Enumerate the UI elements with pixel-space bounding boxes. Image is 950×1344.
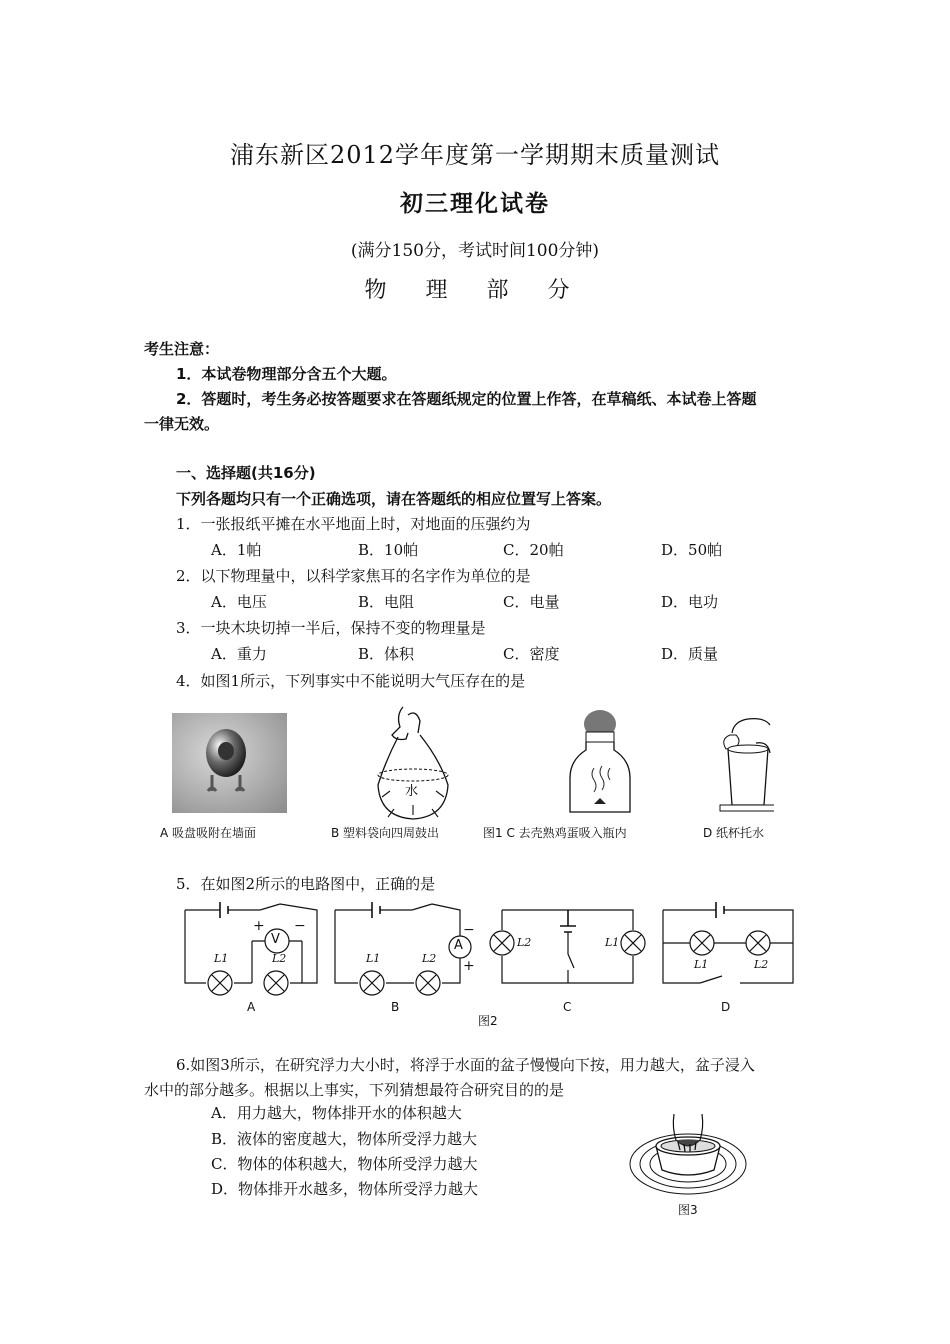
voltmeter-symbol: V [271,932,280,947]
figure1-egg-bottle [566,708,636,816]
q3-option-c: C．密度 [503,645,560,663]
notice-item-2: 2．答题时，考生务必按答题要求在答题纸规定的位置上作答，在草稿纸、本试卷上答题 [176,390,757,408]
q6-option-d: D．物体排开水越多，物体所受浮力越大 [211,1180,479,1198]
circuit-a [185,902,317,995]
q6-option-b: B．液体的密度越大，物体所受浮力越大 [211,1130,478,1148]
q6-stem-line2: 水中的部分越多。根据以上事实，下列猜想最符合研究目的的是 [144,1081,565,1099]
circuit-d [663,902,793,983]
q6-option-a: A．用力越大，物体排开水的体积越大 [211,1104,462,1122]
q1-option-c: C．20帕 [503,541,564,559]
figure1-caption-d: D 纸杯托水 [703,826,765,840]
q4-stem: 4．如图1所示，下列事实中不能说明大气压存在的是 [176,672,526,690]
q6-option-c: C．物体的体积越大，物体所受浮力越大 [211,1155,478,1173]
q3-option-d: D．质量 [661,645,719,663]
circuit-c-l1: L1 [605,936,620,949]
q2-stem: 2．以下物理量中，以科学家焦耳的名字作为单位的是 [176,567,531,585]
q2-option-a: A．电压 [211,593,267,611]
q6-stem-line1: 6.如图3所示，在研究浮力大小时，将浮于水面的盆子慢慢向下按，用力越大，盆子浸入 [176,1056,755,1074]
figure3-basin-in-water [628,1108,748,1200]
circuit-d-l2: L2 [754,958,769,971]
figure1-plastic-bag [368,705,458,823]
figure1-suction-cup-photo [172,713,287,813]
figure1-caption-a: A 吸盘吸附在墙面 [160,826,257,840]
figure2-label-c: C [563,1000,572,1014]
figure2-circuits [180,896,810,1028]
figure2-label-a: A [247,1000,256,1014]
voltmeter-minus: − [294,918,306,934]
notice-heading: 考生注意： [144,340,220,358]
notice-item-1: 1．本试卷物理部分含五个大题。 [176,365,397,383]
figure3-caption: 图3 [678,1203,698,1217]
voltmeter-plus: + [253,918,265,934]
q3-option-b: B．体积 [358,645,415,663]
section-title: 物 理 部 分 [364,278,586,303]
exam-title: 浦东新区2012学年度第一学期期末质量测试 [229,141,721,169]
q1-option-a: A．1帕 [211,541,262,559]
figure1-caption-b: B 塑料袋向四周鼓出 [331,826,440,840]
ammeter-symbol: A [454,938,463,953]
figure1-caption-c: 图1 C 去壳熟鸡蛋吸入瓶内 [483,826,627,840]
q3-option-a: A．重力 [211,645,267,663]
figure2-caption: 图2 [478,1014,498,1028]
notice-item-2-cont: 一律无效。 [144,415,220,433]
q1-stem: 1．一张报纸平摊在水平地面上时，对地面的压强约为 [176,515,531,533]
figure2-label-d: D [721,1000,731,1014]
ammeter-plus: + [463,958,475,974]
part1-heading: 一、选择题(共16分) [176,464,316,482]
q1-option-d: D．50帕 [661,541,723,559]
figure2-label-b: B [391,1000,400,1014]
circuit-c-l2: L2 [517,936,532,949]
q2-option-c: C．电量 [503,593,560,611]
circuit-a-l2: L2 [272,952,287,965]
circuit-b-l2: L2 [422,952,437,965]
circuit-b-l1: L1 [366,952,381,965]
ammeter-minus: − [463,922,475,938]
part1-instruction: 下列各题均只有一个正确选项，请在答题纸的相应位置写上答案。 [176,490,612,508]
circuit-b [335,902,471,995]
q2-option-d: D．电功 [661,593,719,611]
circuit-a-l1: L1 [214,952,229,965]
circuit-d-l1: L1 [694,958,709,971]
figure1-paper-cup [712,713,774,815]
q1-option-b: B．10帕 [358,541,419,559]
q2-option-b: B．电阻 [358,593,415,611]
q5-stem: 5．在如图2所示的电路图中，正确的是 [176,875,436,893]
q3-stem: 3．一块木块切掉一半后，保持不变的物理量是 [176,619,486,637]
circuit-c [490,910,645,983]
exam-note: (满分150分，考试时间100分钟) [350,241,600,261]
water-label: 水 [405,784,419,799]
exam-subtitle: 初三理化试卷 [400,190,550,217]
